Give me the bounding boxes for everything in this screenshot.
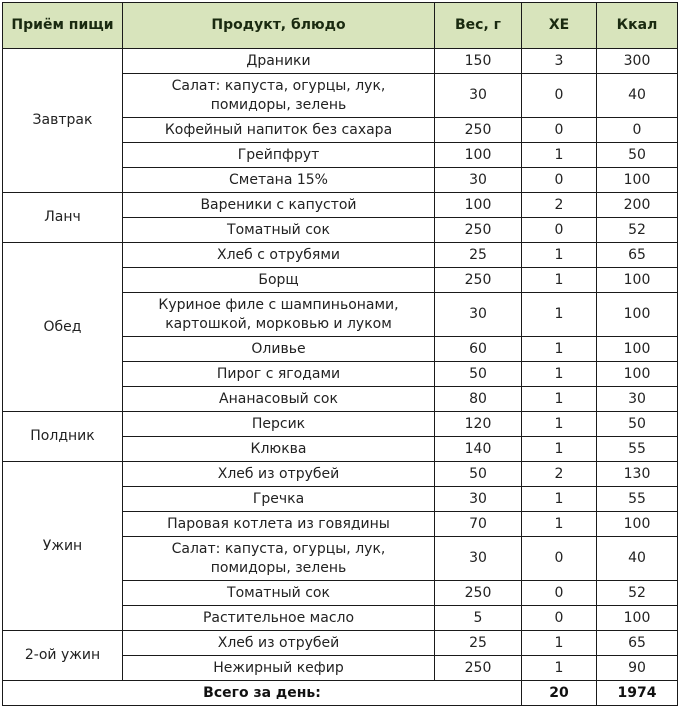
meal-plan-table bbox=[2, 2, 678, 706]
column-header-kcal: Ккал bbox=[597, 3, 678, 49]
kcal-cell: 50 bbox=[597, 412, 678, 437]
xe-cell: 0 bbox=[522, 74, 597, 118]
kcal-cell: 300 bbox=[597, 49, 678, 74]
weight-cell: 120 bbox=[435, 412, 522, 437]
product-cell: Гречка bbox=[123, 487, 435, 512]
kcal-cell: 52 bbox=[597, 218, 678, 243]
table-header-row bbox=[3, 3, 678, 49]
xe-cell: 1 bbox=[522, 143, 597, 168]
xe-cell: 1 bbox=[522, 293, 597, 337]
product-cell: Кофейный напиток без сахара bbox=[123, 118, 435, 143]
weight-cell: 50 bbox=[435, 462, 522, 487]
weight-cell: 100 bbox=[435, 143, 522, 168]
product-cell: Томатный сок bbox=[123, 218, 435, 243]
meal-name-afternoon-snack: Полдник bbox=[3, 412, 123, 462]
kcal-cell: 50 bbox=[597, 143, 678, 168]
xe-cell: 1 bbox=[522, 631, 597, 656]
weight-cell: 80 bbox=[435, 387, 522, 412]
product-cell: Персик bbox=[123, 412, 435, 437]
product-cell: Пирог с ягодами bbox=[123, 362, 435, 387]
xe-cell: 0 bbox=[522, 218, 597, 243]
product-cell: Грейпфрут bbox=[123, 143, 435, 168]
kcal-cell: 90 bbox=[597, 656, 678, 681]
kcal-cell: 30 bbox=[597, 387, 678, 412]
table-row bbox=[3, 49, 678, 74]
kcal-cell: 52 bbox=[597, 581, 678, 606]
product-cell: Салат: капуста, огурцы, лук, помидоры, зелень bbox=[123, 537, 435, 581]
product-cell: Борщ bbox=[123, 268, 435, 293]
product-cell: Растительное масло bbox=[123, 606, 435, 631]
kcal-cell: 55 bbox=[597, 487, 678, 512]
kcal-cell: 100 bbox=[597, 337, 678, 362]
weight-cell: 25 bbox=[435, 243, 522, 268]
kcal-cell: 65 bbox=[597, 243, 678, 268]
total-label: Всего за день: bbox=[3, 681, 522, 706]
meal-name-lunch-snack: Ланч bbox=[3, 193, 123, 243]
xe-cell: 1 bbox=[522, 387, 597, 412]
weight-cell: 250 bbox=[435, 268, 522, 293]
total-xe: 20 bbox=[522, 681, 597, 706]
xe-cell: 1 bbox=[522, 437, 597, 462]
product-cell: Ананасовый сок bbox=[123, 387, 435, 412]
weight-cell: 100 bbox=[435, 193, 522, 218]
meal-name-breakfast: Завтрак bbox=[3, 49, 123, 193]
xe-cell: 0 bbox=[522, 606, 597, 631]
column-header-xe: ХЕ bbox=[522, 3, 597, 49]
meal-name-supper: Ужин bbox=[3, 462, 123, 631]
product-cell: Томатный сок bbox=[123, 581, 435, 606]
weight-cell: 30 bbox=[435, 168, 522, 193]
xe-cell: 1 bbox=[522, 487, 597, 512]
product-cell: Клюква bbox=[123, 437, 435, 462]
total-kcal: 1974 bbox=[597, 681, 678, 706]
product-cell: Нежирный кефир bbox=[123, 656, 435, 681]
xe-cell: 2 bbox=[522, 193, 597, 218]
product-cell: Хлеб с отрубями bbox=[123, 243, 435, 268]
kcal-cell: 100 bbox=[597, 268, 678, 293]
product-cell: Салат: капуста, огурцы, лук, помидоры, зелень bbox=[123, 74, 435, 118]
weight-cell: 30 bbox=[435, 74, 522, 118]
table-row bbox=[3, 412, 678, 437]
xe-cell: 1 bbox=[522, 362, 597, 387]
xe-cell: 1 bbox=[522, 412, 597, 437]
product-cell: Хлеб из отрубей bbox=[123, 462, 435, 487]
xe-cell: 0 bbox=[522, 537, 597, 581]
total-row bbox=[3, 681, 678, 706]
weight-cell: 150 bbox=[435, 49, 522, 74]
kcal-cell: 200 bbox=[597, 193, 678, 218]
product-cell: Паровая котлета из говядины bbox=[123, 512, 435, 537]
kcal-cell: 65 bbox=[597, 631, 678, 656]
xe-cell: 1 bbox=[522, 243, 597, 268]
weight-cell: 250 bbox=[435, 218, 522, 243]
weight-cell: 30 bbox=[435, 293, 522, 337]
meal-name-dinner: Обед bbox=[3, 243, 123, 412]
column-header-product: Продукт, блюдо bbox=[123, 3, 435, 49]
xe-cell: 1 bbox=[522, 337, 597, 362]
kcal-cell: 55 bbox=[597, 437, 678, 462]
weight-cell: 5 bbox=[435, 606, 522, 631]
product-cell: Сметана 15% bbox=[123, 168, 435, 193]
weight-cell: 140 bbox=[435, 437, 522, 462]
product-cell: Хлеб из отрубей bbox=[123, 631, 435, 656]
kcal-cell: 40 bbox=[597, 74, 678, 118]
xe-cell: 2 bbox=[522, 462, 597, 487]
xe-cell: 1 bbox=[522, 512, 597, 537]
table-row bbox=[3, 193, 678, 218]
weight-cell: 60 bbox=[435, 337, 522, 362]
xe-cell: 1 bbox=[522, 268, 597, 293]
table-row bbox=[3, 462, 678, 487]
kcal-cell: 100 bbox=[597, 512, 678, 537]
column-header-weight: Вес, г bbox=[435, 3, 522, 49]
product-cell: Вареники с капустой bbox=[123, 193, 435, 218]
kcal-cell: 100 bbox=[597, 168, 678, 193]
weight-cell: 250 bbox=[435, 656, 522, 681]
weight-cell: 250 bbox=[435, 118, 522, 143]
product-cell: Оливье bbox=[123, 337, 435, 362]
weight-cell: 30 bbox=[435, 537, 522, 581]
weight-cell: 70 bbox=[435, 512, 522, 537]
xe-cell: 3 bbox=[522, 49, 597, 74]
xe-cell: 0 bbox=[522, 118, 597, 143]
kcal-cell: 130 bbox=[597, 462, 678, 487]
column-header-meal: Приём пищи bbox=[3, 3, 123, 49]
xe-cell: 0 bbox=[522, 168, 597, 193]
kcal-cell: 100 bbox=[597, 362, 678, 387]
table-row bbox=[3, 243, 678, 268]
weight-cell: 250 bbox=[435, 581, 522, 606]
product-cell: Куриное филе с шампиньонами, картошкой, морковью и луком bbox=[123, 293, 435, 337]
kcal-cell: 40 bbox=[597, 537, 678, 581]
kcal-cell: 100 bbox=[597, 606, 678, 631]
table-row bbox=[3, 631, 678, 656]
xe-cell: 1 bbox=[522, 656, 597, 681]
weight-cell: 25 bbox=[435, 631, 522, 656]
product-cell: Драники bbox=[123, 49, 435, 74]
weight-cell: 30 bbox=[435, 487, 522, 512]
weight-cell: 50 bbox=[435, 362, 522, 387]
meal-name-second-supper: 2-ой ужин bbox=[3, 631, 123, 681]
xe-cell: 0 bbox=[522, 581, 597, 606]
kcal-cell: 0 bbox=[597, 118, 678, 143]
kcal-cell: 100 bbox=[597, 293, 678, 337]
